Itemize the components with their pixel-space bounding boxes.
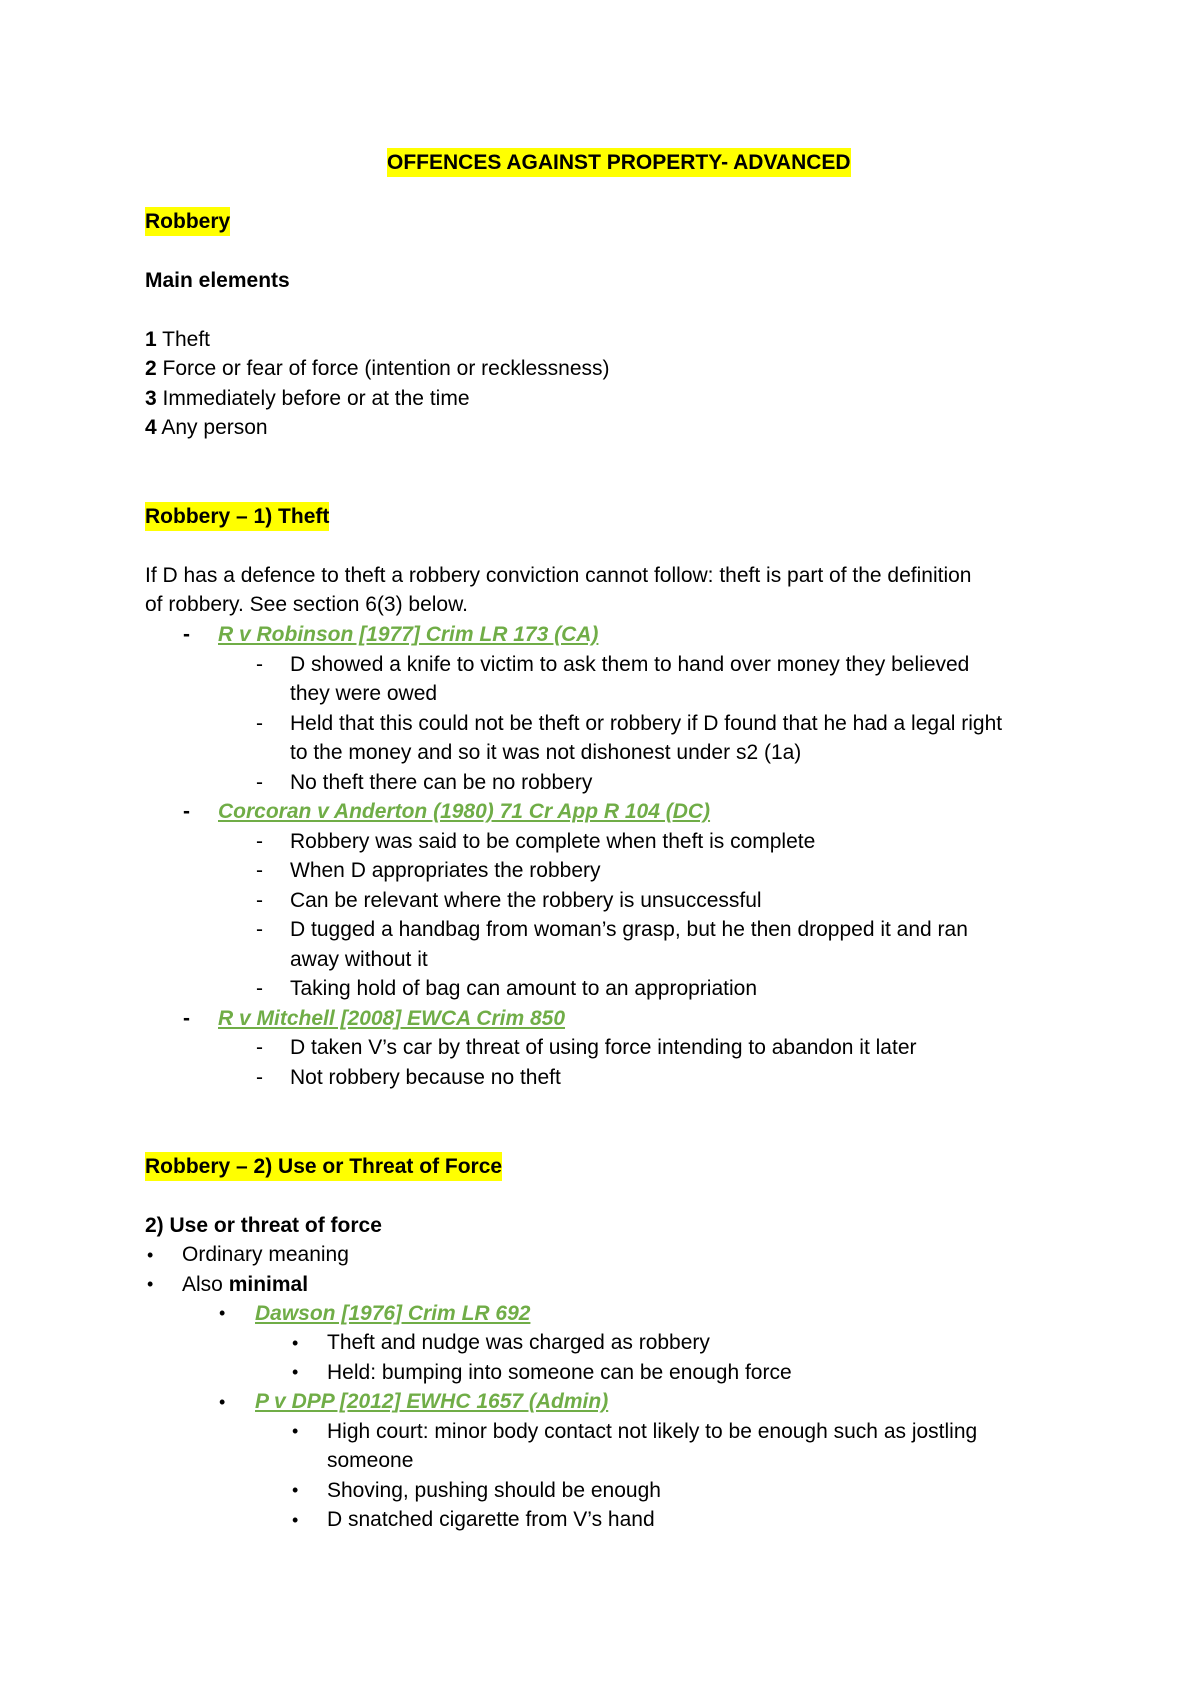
case-point: Can be relevant where the robbery is unsuccessful	[290, 889, 762, 912]
case-point: someone	[327, 1449, 414, 1472]
case-link-corcoran[interactable]: Corcoran v Anderton (1980) 71 Cr App R 104 (DC)	[218, 800, 711, 823]
element-item: 2 Force or fear of force (intention or recklessness)	[145, 357, 610, 380]
element-item: 3 Immediately before or at the time	[145, 387, 470, 410]
dash-marker: -	[256, 1036, 263, 1059]
main-elements-heading: Main elements	[145, 269, 290, 292]
section-intro-line: If D has a defence to theft a robbery conviction cannot follow: theft is part of the definition	[145, 564, 972, 587]
case-point: High court: minor body contact not likely to be enough such as jostling	[327, 1420, 978, 1443]
case-link-p-v-dpp[interactable]: P v DPP [2012] EWHC 1657 (Admin)	[255, 1390, 609, 1413]
case-point: Shoving, pushing should be enough	[327, 1479, 661, 1502]
bullet-marker: •	[292, 1510, 299, 1530]
section-heading-force: Robbery – 2) Use or Threat of Force	[145, 1152, 502, 1181]
dash-marker: -	[256, 1066, 263, 1089]
dash-marker: -	[256, 918, 263, 941]
case-point: to the money and so it was not dishonest under s2 (1a)	[290, 741, 802, 764]
case-point: they were owed	[290, 682, 438, 705]
bullet-marker: •	[292, 1421, 299, 1441]
case-point: No theft there can be no robbery	[290, 771, 593, 794]
case-point: Held that this could not be theft or robbery if D found that he had a legal right	[290, 712, 1003, 735]
dash-marker: -	[256, 977, 263, 1000]
bullet-marker: •	[147, 1245, 154, 1265]
section-intro-line: of robbery. See section 6(3) below.	[145, 593, 468, 616]
section-heading-theft: Robbery – 1) Theft	[145, 502, 329, 531]
bullet-item: Also minimal	[182, 1273, 309, 1296]
dash-marker: -	[256, 889, 263, 912]
dash-marker: -	[183, 623, 190, 646]
case-point: When D appropriates the robbery	[290, 859, 601, 882]
dash-marker: -	[183, 800, 190, 823]
case-point: away without it	[290, 948, 428, 971]
bullet-marker: •	[147, 1274, 154, 1294]
bullet-marker: •	[292, 1362, 299, 1382]
bullet-marker: •	[219, 1303, 226, 1323]
case-point: Held: bumping into someone can be enough force	[327, 1361, 792, 1384]
case-point: Theft and nudge was charged as robbery	[327, 1331, 710, 1354]
case-point: D taken V’s car by threat of using force intending to abandon it later	[290, 1036, 917, 1059]
dash-marker: -	[183, 1007, 190, 1030]
page-title: OFFENCES AGAINST PROPERTY- ADVANCED	[387, 148, 851, 177]
bullet-marker: •	[292, 1480, 299, 1500]
dash-marker: -	[256, 653, 263, 676]
bullet-marker: •	[219, 1392, 226, 1412]
dash-marker: -	[256, 712, 263, 735]
force-subheading: 2) Use or threat of force	[145, 1214, 382, 1237]
element-item: 4 Any person	[145, 416, 268, 439]
robbery-heading: Robbery	[145, 207, 230, 236]
case-link-dawson[interactable]: Dawson [1976] Crim LR 692	[255, 1302, 531, 1325]
case-link-mitchell[interactable]: R v Mitchell [2008] EWCA Crim 850	[218, 1007, 565, 1030]
element-item: 1 Theft	[145, 328, 210, 351]
case-link-robinson[interactable]: R v Robinson [1977] Crim LR 173 (CA)	[218, 623, 599, 646]
bullet-item: Ordinary meaning	[182, 1243, 349, 1266]
case-point: D tugged a handbag from woman’s grasp, but he then dropped it and ran	[290, 918, 968, 941]
case-point: Taking hold of bag can amount to an appropriation	[290, 977, 757, 1000]
case-point: Not robbery because no theft	[290, 1066, 561, 1089]
dash-marker: -	[256, 859, 263, 882]
case-point: Robbery was said to be complete when theft is complete	[290, 830, 816, 853]
case-point: D showed a knife to victim to ask them to hand over money they believed	[290, 653, 970, 676]
dash-marker: -	[256, 830, 263, 853]
dash-marker: -	[256, 771, 263, 794]
case-point: D snatched cigarette from V’s hand	[327, 1508, 655, 1531]
bullet-marker: •	[292, 1333, 299, 1353]
